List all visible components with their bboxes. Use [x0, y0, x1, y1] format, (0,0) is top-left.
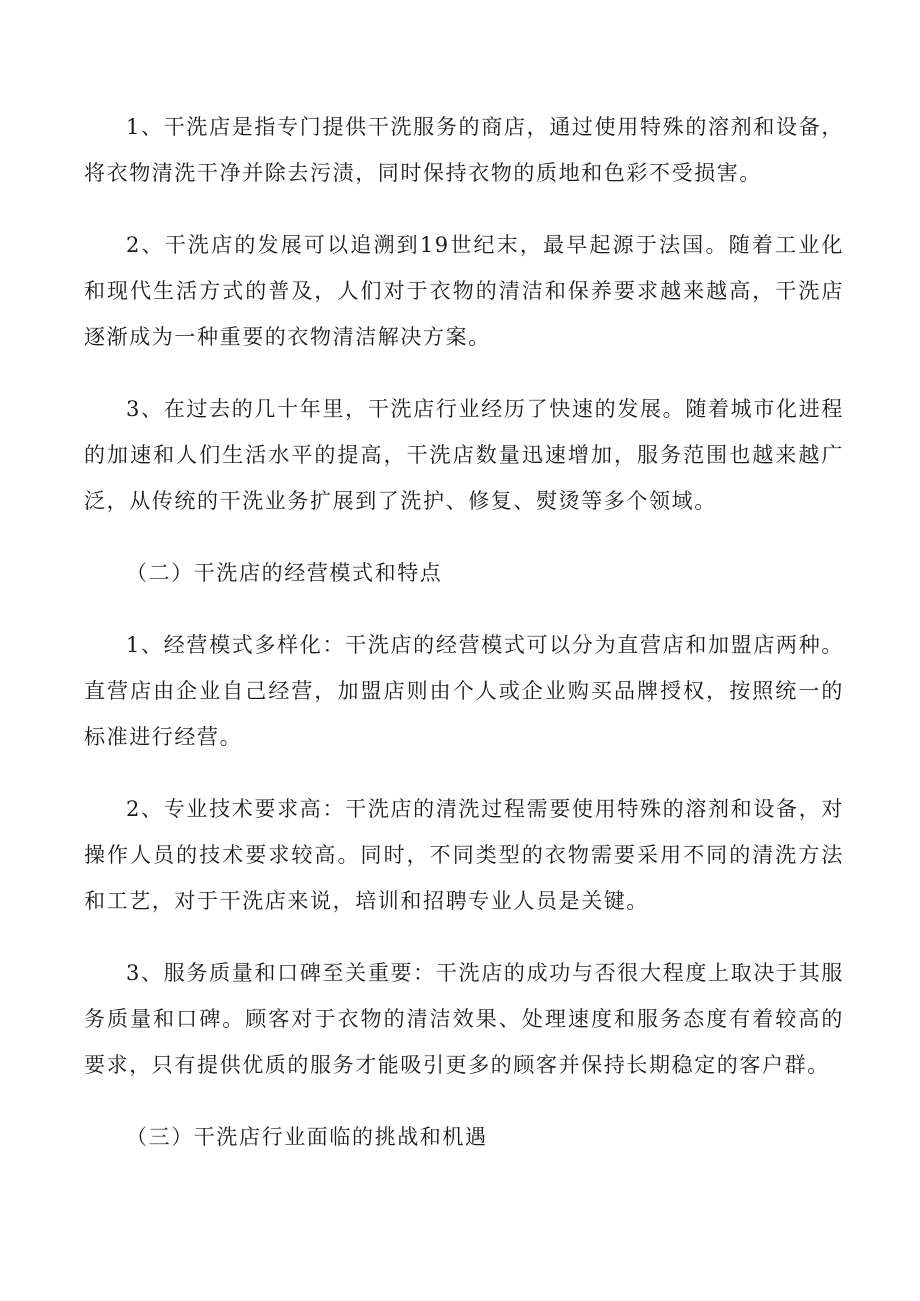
paragraph-diverse-models: 1、经营模式多样化：干洗店的经营模式可以分为直营店和加盟店两种。直营店由企业自己经营，加盟店则由个人或企业购买品牌授权，按照统一的标准进行经营。	[84, 633, 844, 749]
paragraph-service-quality: 3、服务质量和口碑至关重要：干洗店的成功与否很大程度上取决于其服务质量和口碑。顾客对于衣物的清洁效果、处理速度和服务态度有着较高的要求，只有提供优质的服务才能吸引更多的顾客并保持长期稳定的客户群。	[84, 961, 844, 1077]
paragraph-technical-requirements: 2、专业技术要求高：干洗店的清洗过程需要使用特殊的溶剂和设备，对操作人员的技术要求较高。同时，不同类型的衣物需要采用不同的清洗方法和工艺，对于干洗店来说，培训和招聘专业人员是关键。	[84, 797, 844, 913]
section-heading-challenges: （三）干洗店行业面临的挑战和机遇	[126, 1125, 488, 1149]
paragraph-growth: 3、在过去的几十年里，干洗店行业经历了快速的发展。随着城市化进程的加速和人们生活水平的提高，干洗店数量迅速增加，服务范围也越来越广泛，从传统的干洗业务扩展到了洗护、修复、熨烫等多个领域。	[84, 397, 844, 513]
paragraph-definition: 1、干洗店是指专门提供干洗服务的商店，通过使用特殊的溶剂和设备，将衣物清洗干净并除去污渍，同时保持衣物的质地和色彩不受损害。	[84, 115, 844, 185]
document-body	[84, 104, 844, 1186]
section-heading-business-model: （二）干洗店的经营模式和特点	[126, 561, 443, 585]
paragraph-history: 2、干洗店的发展可以追溯到19世纪末，最早起源于法国。随着工业化和现代生活方式的普及，人们对于衣物的清洁和保养要求越来越高，干洗店逐渐成为一种重要的衣物清洁解决方案。	[84, 233, 844, 349]
